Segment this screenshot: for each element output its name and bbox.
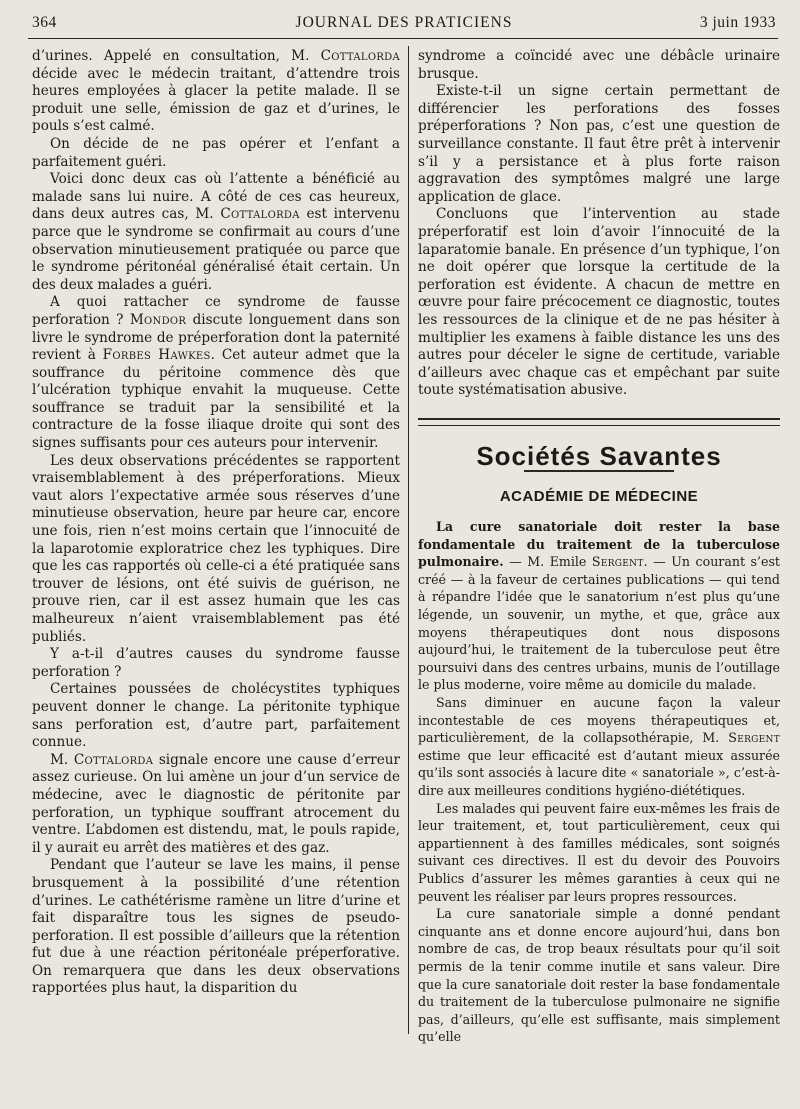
section-title: Sociétés Savantes (476, 440, 722, 471)
text-run: Existe-t-il un signe certain permettant de différencier les perforations des fosses préperforations ? Non pas, c’est une question de surveillance constante. Il faut être prêt à intervenir s’il y a persistance et à plus forte raison aggravation des symptômes malgré une large application de glace. (418, 83, 780, 205)
text-run: Y a-t-il d’autres causes du syndrome fausse perforation ? (32, 646, 400, 680)
text-run: est intervenu parce que le syndrome se confirmait au cours d’une observation minutieusement pratiquée ou parce que le syndrome péritonéal généralisé était certain. Un des deux malades a guéri. (32, 206, 400, 293)
right-column (418, 48, 780, 1046)
section-divider (418, 418, 780, 426)
article-text (418, 518, 780, 1046)
text-run: . Cet auteur admet que la souffrance du péritoine commence dès que l’ulcération typhique envahit la muqueuse. Cette souffrance se traduit par la sensibilité et la contracture de la fosse iliaque droite qui sont des signes suffisants pour ces auteurs pour intervenir. (32, 347, 400, 452)
text-run: Les malades qui peuvent faire eux-mêmes les frais de leur traitement, et, tout particulièrement, ceux qui appartiennent à des familles médicales, sont soignés suivant ces directives. Il est du devoir des Pouvoirs Publics d’assurer les mêmes garanties à ceux qui ne peuvent les réaliser par leurs propres ressources. (418, 800, 780, 904)
paragraph (32, 681, 400, 751)
paragraph (418, 694, 780, 800)
text-run: . — Un courant s’est créé — à la faveur de certaines publications — qui tend à répandre l’idée que le sanatorium n’est plus qu’une légende, un souvenir, un mythe, et que, grâce aux moyens thérapeutiques dont nous disposons aujourd’hui, le traitement de la tuberculose peut être poursuivi dans des centres urbains, munis de l’outillage le plus moderne, voire même au domicile du malade. (418, 554, 780, 693)
subsection-title: ACADÉMIE DE MÉDECINE (499, 488, 699, 506)
author-name: Cottalorda (220, 206, 300, 223)
paragraph (32, 171, 400, 294)
author-name: Forbes Hawkes (102, 347, 211, 364)
paragraph (32, 646, 400, 681)
text-run: Sans diminuer en aucune façon la valeur incontestable de ces moyens thérapeutiques et, particulièrement, de la collapsothérapie, M. (418, 695, 780, 746)
paragraph (32, 752, 400, 858)
text-run: Concluons que l’intervention au stade préperforatif est loin d’avoir l’innocuité de la laparatomie banale. En présence d’un typhique, l’on ne doit opérer que lorsque la certitude de la perforation est évidente. A chacun de mettre en œuvre pour faire précocement ce diagnostic, toutes les ressources de la clinique et de ne pas hésiter à multiplier les examens à faible distance les uns des autres pour déceler le signe de certitude, variable d’ailleurs avec chaque cas et empêchant par suite toute systématisation abusive. (418, 206, 780, 399)
column-divider (408, 46, 409, 1034)
text-run: On décide de ne pas opérer et l’enfant a parfaitement guéri. (32, 135, 400, 170)
text-run: Pendant que l’auteur se lave les mains, il pense brusquement à la possibilité d’une rétention d’urines. Le cathétérisme ramène un litre d’urine et fait disparaître tous les signes de pseudo-perforation. Il est possible d’ailleurs que la rétention fut due à une réaction péritonéale préperforative. On remarquera que dans les deux observations rapportées plus haut, la disparition du (32, 857, 400, 997)
text-run: d’urines. Appelé en consultation, M. (32, 48, 321, 64)
text-run: A quoi rattacher ce syndrome de fausse perforation ? (32, 294, 400, 328)
right-top-text (418, 48, 780, 400)
paragraph (418, 800, 780, 906)
header-rule (28, 38, 778, 39)
text-run: discute longuement dans son livre le syndrome de préperforation dont la paternité revient à (32, 311, 400, 364)
paragraph (418, 905, 780, 1046)
text-run: La cure sanatoriale simple a donné pendant cinquante ans et donne encore aujourd’hui, dans bon nombre de cas, de trop beaux résultats pour qu’il soit permis de la tenir comme inutile et sans valeur. Dire que la cure sanatoriale doit rester la base fondamentale du traitement de la tuberculose pulmonaire ne signifie pas, d’ailleurs, qu’elle est suffisante, mais simplement qu’elle (418, 906, 780, 1045)
paragraph (32, 294, 400, 452)
paragraph (418, 83, 780, 206)
author-name: Cottalorda (320, 48, 400, 64)
paragraph (32, 136, 400, 171)
text-run: syndrome a coïncidé avec une débâcle urinaire brusque. (418, 48, 780, 82)
text-run: signale encore une cause d’erreur assez curieuse. On lui amène un jour d’un service de médecine, avec le diagnostic de péritonite par perforation, un typhique souffrant atrocement du ventre. L’abdomen est distendu, mat, le pouls rapide, il y aurait eu arrêt des matières et des gaz. (32, 751, 400, 856)
author-name: Mondor (129, 311, 187, 328)
paragraph (418, 206, 780, 400)
paragraph (32, 48, 400, 136)
issue-date: 3 juin 1933 (699, 14, 776, 31)
paragraph (418, 48, 780, 83)
author-name: Cottalorda (73, 751, 154, 768)
paragraph (418, 518, 780, 694)
page-number: 364 (32, 14, 57, 31)
author-name: Sergent (728, 730, 780, 746)
text-run: Les deux observations précédentes se rapportent vraisemblablement à des préperforations. Mieux vaut alors l’expectative armée sous réserves d’une minutieuse observation, heure par heure car, encore une fois, rien n’est moins certain que l’innocuité de la laparotomie exploratrice chez les typhiques. Dire que les cas rapportés où celle-ci a été pratiquée sans trouver de lésions, ont été suivis de guérison, ne prouve rien, car il est assez humain que les cas malheureux n’aient vraisemblablement pas été publiés. (32, 452, 400, 645)
journal-title: JOURNAL DES PRATICIENS (295, 14, 513, 31)
paragraph (32, 857, 400, 998)
left-column (32, 48, 400, 998)
text-run: Voici donc deux cas où l’attente a bénéficié au malade sans lui nuire. A côté de ces cas heureux, dans deux autres cas, M. (32, 171, 400, 223)
text-run: estime que leur efficacité est d’autant mieux assurée qu’ils sont associés à lacure dite « sanatoriale », c’est-à-dire aux meilleures conditions hygiéno-diététiques. (418, 747, 780, 798)
page-header (32, 14, 776, 34)
text-run: — M. Emile (503, 554, 592, 570)
paragraph (32, 453, 400, 647)
article-headline: La cure sanatoriale doit rester la base fondamentale du traitement de la tuberculose pulmonaire. (418, 519, 780, 570)
text-run: décide avec le médecin traitant, d’attendre trois heures employées à glacer la petite malade. Il se produit une selle, émission de gaz et d’urines, le pouls s’est calmé. (32, 65, 400, 135)
text-run: M. (50, 751, 74, 768)
text-run: Certaines poussées de cholécystites typhiques peuvent donner le change. La péritonite typhique sans perforation est, d’autre part, parfaitement connue. (32, 681, 400, 751)
author-name: Sergent (591, 554, 644, 570)
